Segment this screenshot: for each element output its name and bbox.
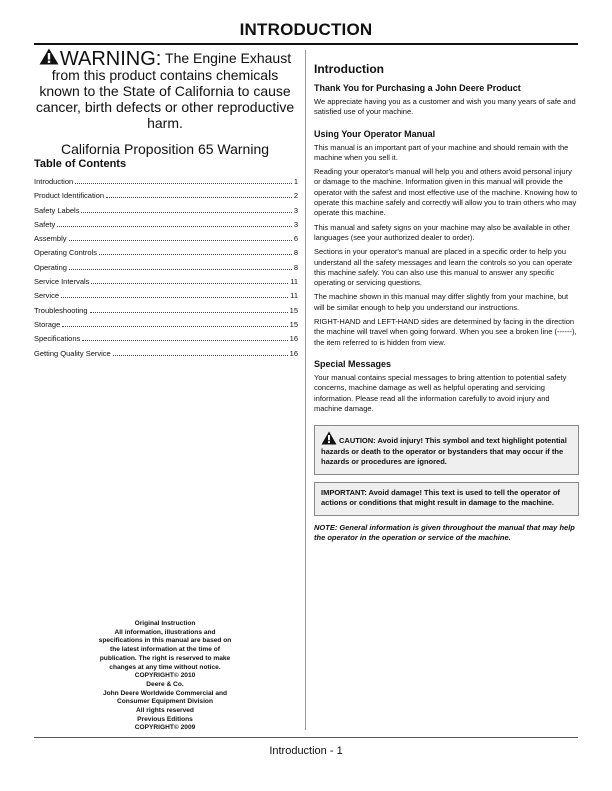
toc-entry-label: Safety Labels [34,205,80,215]
warning-word: WARNING: [59,48,162,70]
copyright-line: Original Instruction [134,620,196,627]
toc-entry [34,317,298,331]
toc-entry [34,303,298,317]
copyright-line: Previous Editions [137,715,193,723]
copyright-line: Consumer Equipment Division [117,698,213,706]
toc-leader-dots [69,260,292,270]
toc-entry-page: 3 [293,219,298,229]
toc-entry [34,188,298,202]
toc-entry [34,203,298,217]
column-divider [305,50,306,730]
important-text: IMPORTANT: Avoid damage! This text is used to tell the operator of actions or conditions that might result in damage to the machine. [321,487,560,508]
copyright-line: Deere & Co. [146,680,184,688]
manual-paragraph: The machine shown in this manual may differ slightly from your machine, but will be similar enough to help you understand our instructions. [314,292,569,312]
special-messages-text: Your manual contains special messages to bring attention to potential safety concerns, machine damage as well as helpful operating and servicing information. Please read all the information carefully to avoid injury and machine damage. [314,372,567,413]
prop65-caption: California Proposition 65 Warning [60,141,270,157]
thank-you-heading: Thank You for Purchasing a John Deere Product [314,83,521,93]
introduction-section [314,62,579,544]
toc-entry [34,260,298,274]
copyright-line: All rights reserved [136,707,194,715]
copyright-line: changes at any time without notice. [109,663,221,671]
manual-paragraph: This manual is an important part of your machine and should remain with the machine when you sell it. [314,142,569,162]
toc-leader-dots [57,217,292,227]
toc-entry [34,288,298,302]
table-of-contents [34,158,298,360]
operator-manual-body [314,143,579,348]
toc-entry-label: Getting Quality Service [34,348,111,358]
prop65-warning [34,48,296,157]
toc-entry-page: 16 [289,348,298,358]
toc-leader-dots [62,317,287,327]
toc-entry-label: Assembly [34,234,67,244]
toc-entry-page: 15 [289,319,298,329]
toc-entry-label: Specifications [34,334,81,344]
toc-entry-label: Operating [34,262,67,272]
toc-entry-label: Safety [34,219,56,229]
toc-entry-label: Introduction [34,177,74,186]
caution-text: CAUTION: Avoid injury! This symbol and text highlight potential hazards or death to the operator or bystanders that may occur if the hazards or procedures are ignored. [321,436,567,467]
toc-entry-page: 11 [290,277,298,287]
toc-leader-dots [106,188,292,198]
copyright-line: the latest information at the time of [110,646,220,654]
toc-leader-dots [75,174,292,184]
toc-entry-page: 16 [289,334,298,344]
toc-entry-label: Troubleshooting [34,305,88,315]
important-box [314,482,579,516]
toc-entry [34,174,298,188]
toc-entry-page: 1 [293,177,298,186]
toc-entry-label: Product Identification [34,191,105,201]
toc-entry-page: 6 [293,234,298,244]
toc-leader-dots [61,288,288,298]
caution-box [314,425,579,475]
toc-entry-label: Operating Controls [34,248,97,258]
toc-entry-label: Service Intervals [34,277,90,287]
toc-leader-dots [113,346,288,356]
toc-entry-page: 8 [293,262,298,272]
copyright-line: John Deere Worldwide Commercial and [102,689,228,697]
toc-entry [34,245,298,259]
toc-entry [34,274,298,288]
toc-heading: Table of Contents [34,158,127,170]
copyright-line: COPYRIGHT© 2009 [134,724,196,732]
copyright-line: COPYRIGHT© 2010 [134,672,196,680]
page-title: INTRODUCTION [239,20,373,39]
toc-entry [34,231,298,245]
toc-leader-dots [99,245,292,255]
page-footer: Introduction - 1 [269,745,343,757]
note-text: NOTE: General information is given throughout the manual that may help the operator in the operation or service of the machine. [314,522,575,543]
warning-lead: The Engine Exhaust [165,50,292,66]
toc-list [34,174,298,360]
copyright-line: All information, illustrations and [114,628,216,636]
caution-triangle-icon [321,431,337,445]
thank-you-text: We appreciate having you as a customer and wish you many years of safe and satisfied use of your machine. [314,97,576,117]
manual-paragraph: Reading your operator's manual will help you and others avoid personal injury or damage to the machine. Information given in this manual will provide the operator with the safest and most effective use of the machine. Knowing how to operate this machine safely and correctly will allow you to train others who may operate this machine. [314,167,578,218]
manual-paragraph: This manual and safety signs on your machine may also be available in other languages (see your authorized dealer to order). [314,222,570,242]
footer-rule [34,737,578,738]
manual-paragraph: Sections in your operator's manual are placed in a specific order to help you understand all the safety messages and learn the controls so you can operate this machine safely. You can also use this manual to answer any specific operating or servicing questions. [314,247,573,288]
manual-paragraph: RIGHT-HAND and LEFT-HAND sides are determined by facing in the direction the machine will travel when going forward. When you see a broken line (------), the item referred to is hidden from view. [314,317,577,347]
toc-entry [34,217,298,231]
toc-entry [34,346,298,360]
special-messages-heading: Special Messages [314,358,392,369]
warning-body: from this product contains chemicals known to the State of California to cause cancer, birth defects or other reproductive harm. [35,67,295,131]
toc-entry [34,331,298,345]
toc-leader-dots [69,231,292,241]
toc-leader-dots [91,274,288,284]
toc-leader-dots [81,203,291,213]
toc-entry-page: 3 [293,205,298,215]
toc-entry-page: 11 [290,291,298,301]
introduction-heading: Introduction [314,62,384,76]
warning-triangle-icon [39,48,59,65]
operator-manual-heading: Using Your Operator Manual [314,128,436,139]
copyright-notice [80,620,250,733]
header-rule [34,43,578,45]
toc-leader-dots [82,331,287,341]
copyright-line: publication. The right is reserved to make [99,654,231,662]
toc-entry-page: 15 [289,305,298,315]
toc-entry-label: Service [34,291,60,301]
toc-entry-label: Storage [34,319,61,329]
copyright-line: specifications in this manual are based on [98,637,232,645]
toc-entry-page: 8 [293,248,298,258]
toc-entry-page: 2 [293,191,298,201]
toc-leader-dots [90,303,288,313]
